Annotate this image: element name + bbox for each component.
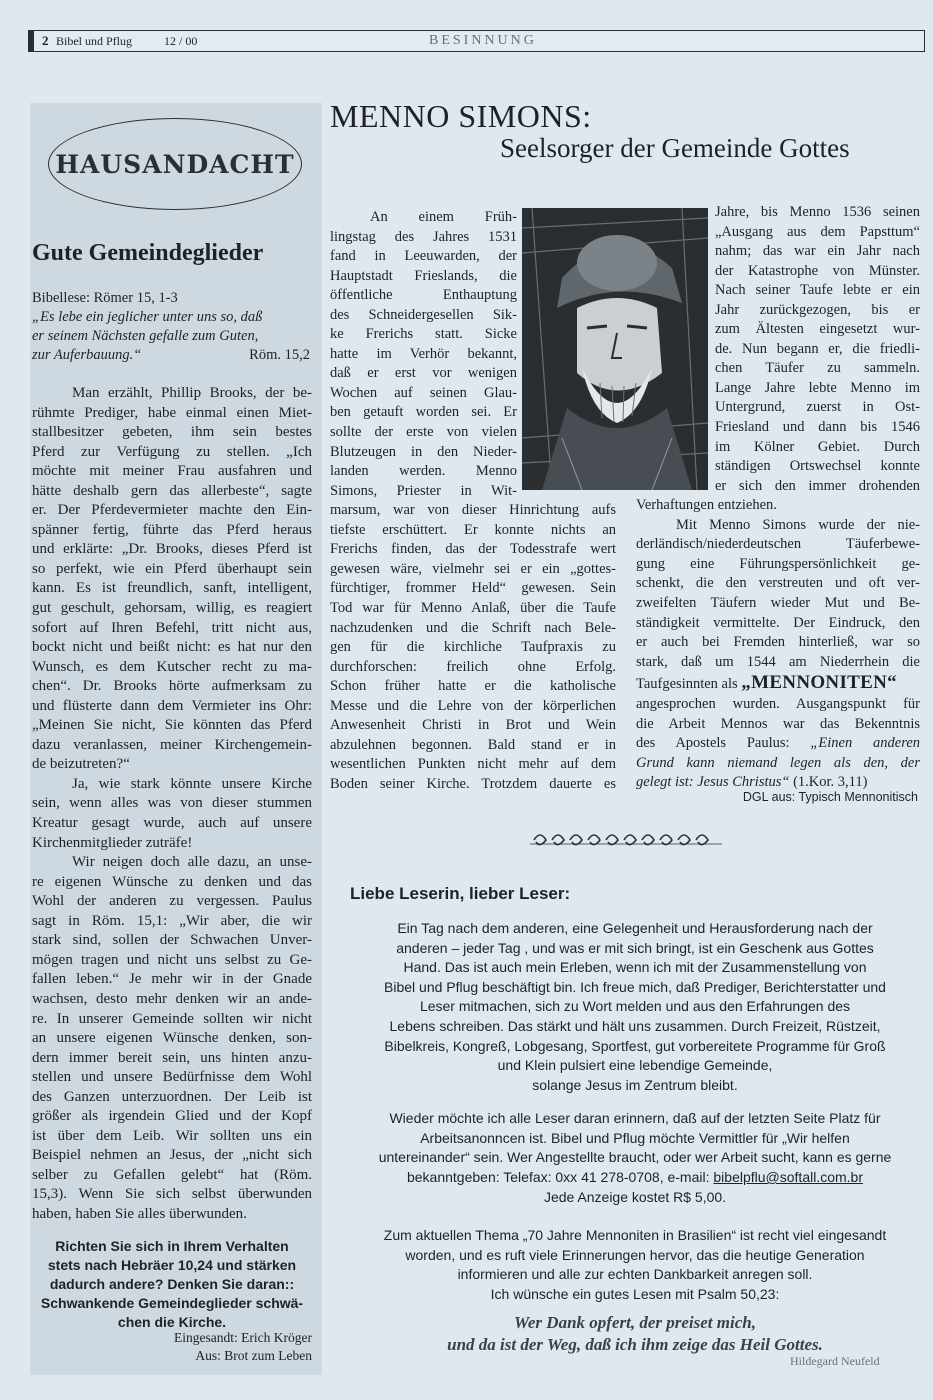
text-line: de. Nun begann er, die friedli- <box>715 340 920 357</box>
text-line: ben getauft worden sei. Er <box>330 404 517 421</box>
bible-quote <box>32 308 310 365</box>
text-line: Beispiel nehmen an Jesus, der „nicht sich <box>32 1147 312 1164</box>
text-line: ist über dem Leib. Wir sollten uns ein <box>32 1127 312 1144</box>
quote-line: zur Auferbauung.“ Röm. 15,2 <box>32 347 310 363</box>
text-line: fallen leben.“ Je mehr wir in der Gnade <box>32 971 312 988</box>
text-line: mögen tragen und nicht uns selbst zu Ge- <box>32 951 312 968</box>
text-line: des Ganzen unterzuordnen. Der Leib ist <box>32 1088 312 1105</box>
bible-reading: Bibellese: Römer 15, 1-3 <box>32 290 178 306</box>
letter-line: Lebens schreiben. Das stärkt und hält uns zusammen. Durch Freizeit, Rüstzeit, <box>389 1017 881 1034</box>
letter-line: Leser mitmachen, sich zu Wort melden und aus den Erfahrungen des <box>419 998 851 1015</box>
page-header <box>28 30 925 52</box>
text-line: so perfekt, wie ein Pferd überhaupt sein <box>32 560 312 577</box>
letter-line: Arbeitsanonncen ist. Bibel und Pflug möchte Vermittler für „Wir helfen <box>420 1129 850 1146</box>
publication-name: Bibel und Pflug <box>56 34 133 48</box>
quote-line: „Es lebe ein jeglicher unter uns so, daß <box>32 309 263 325</box>
contact-line: bekanntgeben: Telefax: 0xx 41 278-0708, e-mail: bibelpflu@softall.com.br Jede Anzeige kostet R$ 5,00. <box>340 1168 930 1207</box>
text-line: rühmte Prediger, habe einmal einen Miet- <box>32 404 312 421</box>
text-line: 15,3). Wenn Sie sich selbst überwunden <box>32 1186 312 1203</box>
letter-line: Zum aktuellen Thema „70 Jahre Mennoniten in Brasilien“ ist recht viel eingesandt <box>383 1227 887 1243</box>
psalm-line-1: Wer Dank opfert, der preiset mich, <box>514 1313 756 1332</box>
devotion-badge-label: HAUSANDACHT <box>55 149 295 179</box>
text-line: Kirchenmitglieder zuträfe! <box>32 834 193 851</box>
closing-line: dadurch andere? Denken Sie daran:: <box>49 1276 295 1292</box>
submitted-by: Eingesandt: Erich Kröger <box>174 1330 312 1345</box>
letter-line: Bibelkreis, Kongreß, Lobgesang, Sportfest, gut vorbereitete Programme für Groß <box>384 1037 886 1054</box>
text-line: durchforschen: freilich ohne Erfolg. <box>330 658 616 675</box>
text-line: Messe und die Lehre von der körperlichen <box>330 697 616 714</box>
text-line: gut geschult, gehorsam, willig, es reagiert <box>32 600 312 617</box>
text-line: re eigenen Wünsche zu denken und das <box>32 873 312 890</box>
text-line: Lange Jahre lebte Menno im <box>715 379 920 396</box>
article-column-middle-lower <box>330 501 616 794</box>
text-line: ständigkeit vermittelte. Der Eindruck, den <box>636 614 920 631</box>
devotion-title: Gute Gemeindeglieder <box>32 240 264 266</box>
letter-line: informieren und alle zur echten Dankbarkeit anregen soll. <box>457 1266 813 1283</box>
text-line: abzulehnen begonnen. Bald stand er in <box>330 736 616 753</box>
text-line: selber zu Gefallen gelebt“ hat (Röm. <box>32 1166 312 1183</box>
psalm-line-2: und da ist der Weg, daß ich ihm zeige das Heil Gottes. <box>447 1335 823 1354</box>
letter-heading: Liebe Leserin, lieber Leser: <box>350 884 571 903</box>
closing-line: Schwankende Gemeindeglieder schwä- <box>40 1295 304 1311</box>
text-line: schenkt, die den verstreuten und oft ver- <box>636 575 920 592</box>
text-line: fürchtiger, frommer Held“ gewesen. Sein <box>330 580 616 597</box>
text-line: wachsen, desto mehr denken wir an ande- <box>32 990 312 1007</box>
text-line: chen“. Dr. Brooks hörte aufmerksam zu <box>32 678 312 695</box>
text-line: Nach seiner Taufe lebte er ein <box>715 282 920 299</box>
ornament-divider-icon <box>526 824 726 854</box>
text-line: und erklärte: „Dr. Brooks, dieses Pferd ist <box>32 541 312 558</box>
text-line: An einem Früh- <box>370 209 517 225</box>
text-line: wesentlichen Punkten nicht mehr auf dem <box>330 756 616 773</box>
issue-date: 12 / 00 <box>164 34 198 48</box>
text-line: sein, wenn alles was von dieser stummen <box>32 795 312 812</box>
text-line: Verhaftungen entziehen. <box>636 497 777 514</box>
text-line: marsum, war von dieser Hinrichtung aufs <box>330 502 616 519</box>
text-line: Man erzählt, Phillip Brooks, der be- <box>72 385 312 401</box>
letter-line: anderen – jeder Tag , und was er mit sich bringt, ist ein Geschenk aus Gottes <box>396 939 874 956</box>
menno-simons-portrait <box>522 208 708 490</box>
text-line: Jahre, bis Menno 1536 seinen <box>715 204 920 220</box>
text-line: er. Der Pferdevermieter machte den Ein- <box>32 502 312 519</box>
text-line: Kreatur gesagt wurde, auch auf unsere <box>32 815 312 832</box>
letter-line: untereinander“ sein. Wer Angestellte braucht, oder wer Arbeit sucht, kann es gerne <box>378 1149 892 1166</box>
text-line: gewesen wäre, vielmehr sei er ein „gottes- <box>330 560 616 577</box>
text-line: an unsere eigenen Wünsche denken, son- <box>32 1030 312 1047</box>
text-line: er sich den immer drohenden <box>715 477 920 494</box>
text-line: ke Frerichs statt. Sicke <box>330 326 517 343</box>
text-line: bockt nicht und beißt nicht: es hat nur den <box>32 639 312 656</box>
text-line: er auch bei Fremden hinterließ, war so <box>636 634 920 651</box>
text-line: größer als irgendein Glied und der Kopf <box>32 1108 312 1125</box>
text-line: die Arbeit Mennos war das Bekenntnis <box>636 715 920 732</box>
page-number: 2 <box>42 33 49 48</box>
letter-line: Bibel und Pflug beschäftigt bin. Ich freue mich, daß Prediger, Berichterstatter und <box>384 978 886 995</box>
text-line: öffentliche Enthauptung <box>330 287 517 304</box>
text-line: und flüsterte dann dem Vermieter ins Ohr: <box>32 697 312 714</box>
text-line: zweifelten Täufern wieder Mut und Be- <box>636 594 920 611</box>
email-link[interactable]: bibelpflu@softall.com.br <box>713 1169 864 1185</box>
source-credit: Aus: Brot zum Leben <box>195 1348 312 1363</box>
letter-line: Ein Tag nach dem anderen, eine Gelegenheit und Herausforderung nach der <box>397 920 873 936</box>
devotion-badge <box>48 118 302 210</box>
article-title: MENNO SIMONS: <box>330 98 592 134</box>
mennoniten-line: Taufgesinnten als „MENNONITEN“ <box>636 672 897 693</box>
closing-line: chen die Kirche. <box>117 1314 227 1330</box>
text-line: Untergrund, zuerst in Ost- <box>715 399 920 416</box>
devotion-body <box>32 384 312 1225</box>
text-line: kann. Es ist freundlich, sanft, intelligent, <box>32 580 312 597</box>
closing-line: stets nach Hebräer 10,24 und stärken <box>47 1257 297 1273</box>
text-line: Anwesenheit Christi in Brot und Wein <box>330 717 616 734</box>
text-line: zum Ältesten eingesetzt wur- <box>715 321 920 338</box>
text-line: dazu veranlassen, meiner Kirchengemein- <box>32 736 312 753</box>
text-line: derländisch/niederdeutschen Täuferbewe- <box>636 536 920 553</box>
text-line: dern immer bereit sein, uns hinten anzu- <box>32 1049 312 1066</box>
text-line: gen für die kirchliche Taufpraxis zu <box>330 639 616 656</box>
text-line: angesprochen wurden. Ausgangspunkt für <box>636 696 920 712</box>
article-column-right-tail <box>636 695 920 734</box>
text-line: re. In unserer Gemeinde sollten wir nicht <box>32 1010 312 1027</box>
text-line: Boden seiner Kirche. Trotzdem dauerte es <box>330 775 616 792</box>
closing-line: Richten Sie sich in Ihrem Verhalten <box>55 1238 289 1254</box>
text-line: haben, haben Sie alles überwunden. <box>32 1205 247 1222</box>
text-line: nachzudenken und die Schrift nach Bele- <box>330 619 616 636</box>
text-line: Jahr zurückgezogen, bis er <box>715 301 920 318</box>
letter-line: worden, und es ruft viele Erinnerungen hervor, das die heutige Generation <box>405 1246 865 1263</box>
letter-line: solange Jesus im Zentrum bleibt. <box>532 1076 738 1093</box>
text-line: Frerichs finden, das der Todesstrafe wert <box>330 541 616 558</box>
text-line: Wohl der anderen zu vergessen. Paulus <box>32 893 312 910</box>
letter-paragraph-1 <box>340 919 930 1095</box>
letter-paragraph-2 <box>340 1109 930 1168</box>
text-line: spänner fertig, führte das Pferd heraus <box>32 521 312 538</box>
text-line: Mit Menno Simons wurde der nie- <box>676 516 920 533</box>
letter-line: Hand. Das ist auch mein Erleben, wenn ich mit der Zusammenstellung von <box>403 959 867 976</box>
text-line: hatte im Verhör bekannt, <box>330 345 517 362</box>
text-line: im Kölner Gebiet. Durch <box>715 438 920 455</box>
ad-price: Jede Anzeige kostet R$ 5,00. <box>543 1188 727 1205</box>
article-column-right <box>715 203 920 496</box>
text-line: Ja, wie stark könnte unsere Kirche <box>72 775 312 792</box>
text-line: Tod war für Menno Anlaß, über die Taufe <box>330 599 616 616</box>
text-line: sofort auf Ihren Befehl, tritt nicht aus, <box>32 619 312 636</box>
article-credit: DGL aus: Typisch Mennonitisch <box>742 790 918 804</box>
text-line: stark sind, sollen der Schwachen Unver- <box>32 932 312 949</box>
text-line: des Schneidergesellen Sik- <box>330 306 517 323</box>
text-line: Hauptstadt Frieslands, die <box>330 267 517 284</box>
text-line: sagt in Röm. 15,1: „Wir aber, die wir <box>32 912 312 929</box>
letter-line: Wieder möchte ich alle Leser daran erinnern, daß auf der letzten Seite Platz für <box>389 1110 881 1126</box>
text-line: tiefste erschüttert. Er konnte nichts an <box>330 521 616 538</box>
letter-line: Ich wünsche ein gutes Lesen mit Psalm 50,23: <box>490 1285 780 1302</box>
text-line: ständigen Ortswechsel konnte <box>715 458 920 475</box>
text-line: daß er erst vor wenigen <box>330 365 517 382</box>
article-column-middle <box>330 208 517 501</box>
text-line: Pferd zur Verfügung zu stellen. „Ich <box>32 443 312 460</box>
text-line: Wunsch, es dem Kutscher recht zu ma- <box>32 658 312 675</box>
text-line: nahm; das war ein Jahr nach <box>715 243 920 260</box>
quote-line: er seinem Nächsten gefalle zum Guten, <box>32 328 259 344</box>
text-line: de beizutreten?“ <box>32 756 130 773</box>
text-line: gung eine Führungspersönlichkeit ge- <box>636 555 920 572</box>
text-line: möchte mit meiner Frau ausfahren und <box>32 463 312 480</box>
text-line: chen Täufer zu sammeln. <box>715 360 920 377</box>
text-line: der Katastrophe von Münster. <box>715 262 920 279</box>
text-line: Friesland und dann bis 1546 <box>715 419 920 436</box>
text-line: Simons, Priester in Wit- <box>330 482 517 499</box>
quote-reference: Röm. 15,2 <box>249 347 310 363</box>
text-line: sollte der erste von vielen <box>330 424 517 441</box>
text-line: hätte deshalb gern das allerbeste“, sagte <box>32 482 312 499</box>
article-column-right-lower <box>636 496 920 672</box>
article-subtitle: Seelsorger der Gemeinde Gottes <box>500 133 850 163</box>
letter-line: und Klein pulsiert eine lebendige Gemeinde, <box>497 1057 773 1074</box>
text-line: landen werden. Menno <box>330 463 517 480</box>
text-line: Blutzeugen in den Nieder- <box>330 443 517 460</box>
devotion-closing <box>32 1237 312 1332</box>
text-line: stark, daß um 1544 am Niederrhein die <box>636 653 920 670</box>
letter-signature: Hildegard Neufeld <box>790 1354 880 1368</box>
mennoniten-word: „MENNONITEN“ <box>741 672 897 693</box>
section-title: BESINNUNG <box>429 33 537 48</box>
text-line: fand in Leeuwarden, der <box>330 248 517 265</box>
text-line: Schon früher hatte er die katholische <box>330 678 616 695</box>
text-line: Wochen auf seinen Glau- <box>330 384 517 401</box>
text-line: stallbesitzer gebeten, ihm sein bestes <box>32 424 312 441</box>
letter-paragraph-3 <box>340 1226 930 1304</box>
text-line: „Meinen Sie nicht, Sie könnten das Pferd <box>32 717 312 734</box>
text-line: „Ausgang aus dem Papsttum“ <box>715 223 920 240</box>
text-line: Wir neigen doch alle dazu, an unse- <box>72 854 312 871</box>
apostle-quote: des Apostels Paulus: „Einen anderen Grund kann niemand legen als den, der gelegt ist: Jesus Christus“ (1.Kor. 3,11) <box>636 735 921 791</box>
text-line: stellen und unsere Bedürfnisse dem Wohl <box>32 1069 312 1086</box>
text-line: lingstag des Jahres 1531 <box>330 228 517 245</box>
